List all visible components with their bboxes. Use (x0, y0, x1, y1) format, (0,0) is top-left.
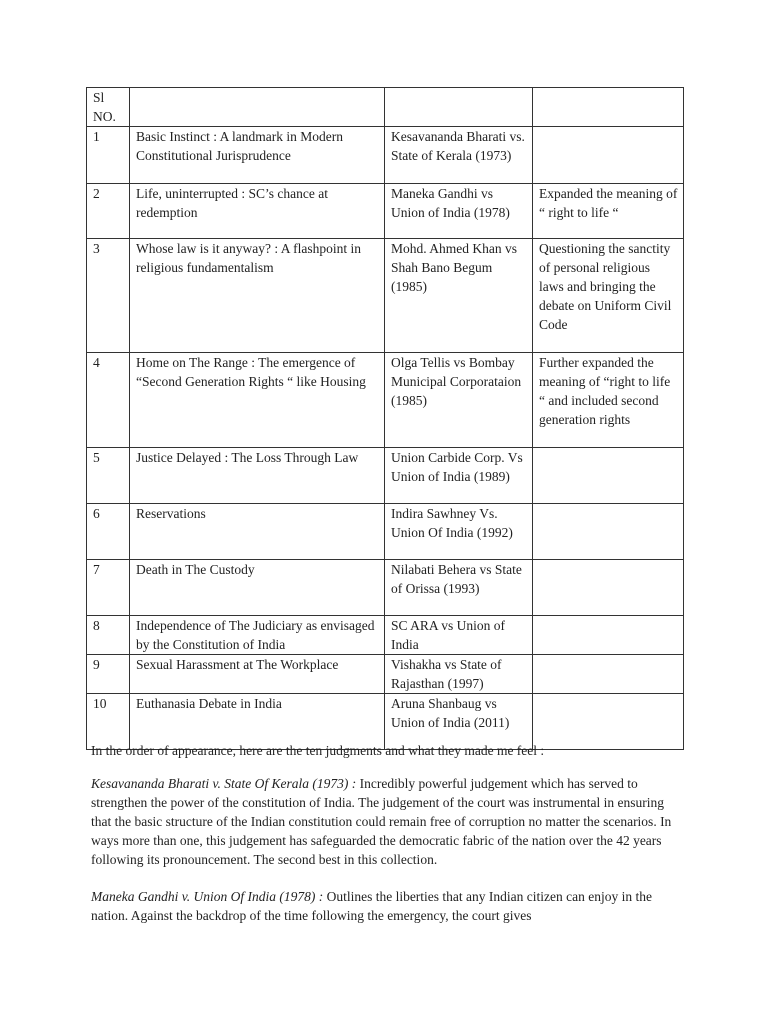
row-title: Sexual Harassment at The Workplace (130, 655, 385, 694)
row-title: Justice Delayed : The Loss Through Law (130, 448, 385, 504)
row-number: 3 (87, 239, 130, 353)
row-case: Kesavananda Bharati vs. State of Kerala (1973) (385, 127, 533, 184)
row-number: 6 (87, 504, 130, 560)
row-note (533, 616, 684, 655)
row-case: Indira Sawhney Vs. Union Of India (1992) (385, 504, 533, 560)
paragraph-lead: Maneka Gandhi v. Union Of India (1978) : (91, 889, 324, 904)
judgments-table (86, 87, 684, 750)
table-row (87, 504, 684, 560)
row-case: Maneka Gandhi vs Union of India (1978) (385, 184, 533, 239)
row-case: Aruna Shanbaug vs Union of India (2011) (385, 694, 533, 750)
header-cell-case (385, 88, 533, 127)
row-note: Questioning the sanctity of personal religious laws and bringing the debate on Uniform Civil Code (533, 239, 684, 353)
row-case: Olga Tellis vs Bombay Municipal Corporataion (1985) (385, 353, 533, 448)
row-title: Home on The Range : The emergence of “Second Generation Rights “ like Housing (130, 353, 385, 448)
row-title: Euthanasia Debate in India (130, 694, 385, 750)
table-header-row (87, 88, 684, 127)
table-row (87, 448, 684, 504)
row-note (533, 504, 684, 560)
row-number: 10 (87, 694, 130, 750)
row-note (533, 655, 684, 694)
row-number: 1 (87, 127, 130, 184)
row-title: Whose law is it anyway? : A flashpoint in religious fundamentalism (130, 239, 385, 353)
paragraph-body: Outlines the liberties that any Indian citizen can enjoy in the nation. Against the backdrop of the time following the emergency, the court gives (91, 889, 652, 923)
table-row (87, 560, 684, 616)
paragraph-maneka (91, 887, 681, 925)
table-row (87, 616, 684, 655)
row-case: Vishakha vs State of Rajasthan (1997) (385, 655, 533, 694)
row-number: 4 (87, 353, 130, 448)
paragraph-kesavananda (91, 774, 681, 869)
row-note: Expanded the meaning of “ right to life “ (533, 184, 684, 239)
row-number: 2 (87, 184, 130, 239)
row-note (533, 448, 684, 504)
header-cell-note (533, 88, 684, 127)
row-number: 7 (87, 560, 130, 616)
row-note: Further expanded the meaning of “right to life “ and included second generation rights (533, 353, 684, 448)
paragraph-lead: Kesavananda Bharati v. State Of Kerala (1973) : (91, 776, 357, 791)
row-case: Union Carbide Corp. Vs Union of India (1989) (385, 448, 533, 504)
header-cell-sl-no: Sl NO. (87, 88, 130, 127)
row-number: 8 (87, 616, 130, 655)
row-title: Independence of The Judiciary as envisaged by the Constitution of India (130, 616, 385, 655)
row-case: Nilabati Behera vs State of Orissa (1993) (385, 560, 533, 616)
row-note (533, 127, 684, 184)
row-title: Basic Instinct : A landmark in Modern Constitutional Jurisprudence (130, 127, 385, 184)
table-row (87, 127, 684, 184)
table-row (87, 353, 684, 448)
row-title: Reservations (130, 504, 385, 560)
row-case: Mohd. Ahmed Khan vs Shah Bano Begum (1985) (385, 239, 533, 353)
table-row (87, 655, 684, 694)
row-number: 5 (87, 448, 130, 504)
table-row (87, 184, 684, 239)
row-title: Death in The Custody (130, 560, 385, 616)
row-title: Life, uninterrupted : SC’s chance at redemption (130, 184, 385, 239)
row-note (533, 560, 684, 616)
paragraph-body: Incredibly powerful judgement which has served to strengthen the power of the constitution of India. The judgement of the court was instrumental in ensuring that the basic structure of the Indian constitution could remain free of corruption no matter the scenarios. In ways more than one, this judgement has safeguarded the democratic fabric of the nation over the 42 years following its pronouncement. The second best in this collection. (91, 776, 672, 867)
table-row (87, 239, 684, 353)
row-number: 9 (87, 655, 130, 694)
intro-text: In the order of appearance, here are the ten judgments and what they made me feel : (91, 743, 545, 758)
row-case: SC ARA vs Union of India (385, 616, 533, 655)
header-cell-title (130, 88, 385, 127)
